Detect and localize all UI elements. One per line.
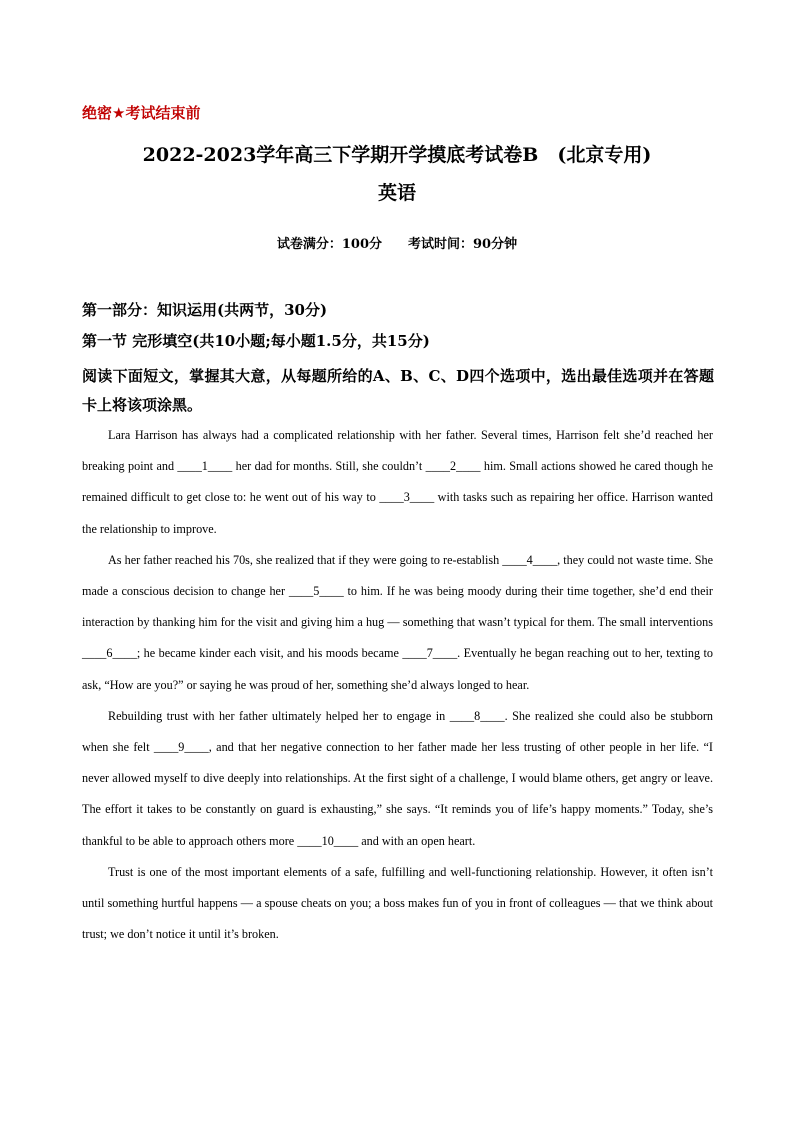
instruction: 阅读下面短文，掌握其大意，从每题所给的A、B、C、D四个选项中，选出最佳选项并在答题卡上将该项涂黑。: [82, 367, 714, 414]
passage-paragraph-3: Rebuilding trust with her father ultimately helped her to engage in ____8____. She realized she could also be stubborn when she felt ____9____, and that her negative connection to her father made her less trusting of other people in her life. “I never allowed myself to dive deeply into relationships. At the first sight of a challenge, I would blame others, get angry or leave. The effort it takes to be constantly on guard is exhausting,” she says. “It reminds you of life’s happy moments.” Today, she’s thankful to be able to approach others more ____10____ and with an open heart.: [82, 708, 713, 848]
part-title: 第一部分：知识运用(共两节，30分): [82, 301, 328, 319]
exam-info: 试卷满分：100分 考试时间：90分钟: [276, 237, 518, 252]
subsection-title: 第一节 完形填空(共10小题;每小题1.5分，共15分): [82, 332, 430, 350]
subject-title: 英语: [377, 182, 416, 204]
exam-title: 2022-2023学年高三下学期开学摸底考试卷B (北京专用): [142, 144, 652, 166]
passage-paragraph-2: As her father reached his 70s, she realized that if they were going to re-establish ____4____, they could not waste time. She made a conscious decision to change her ____5____ to him. If he was being moody during their time together, she’d end their interaction by thanking him for the visit and giving him a hug — something that wasn’t typical for them. The small interventions ____6____; he became kinder each visit, and his moods became ____7____. Eventually he began reaching out to her, texting to ask, “How are you?” or saying he was proud of her, something she’d always longed to hear.: [82, 552, 713, 692]
passage-paragraph-1: Lara Harrison has always had a complicated relationship with her father. Several times, Harrison felt she’d reached her breaking point and ____1____ her dad for months. Still, she couldn’t ____2____ him. Small actions showed he cared though he remained difficult to get close to: he went out of his way to ____3____ with tasks such as repairing her office. Harrison wanted the relationship to improve.: [82, 428, 713, 536]
passage-paragraph-4: Trust is one of the most important elements of a safe, fulfilling and well-functioning relationship. However, it often isn’t until something hurtful happens — a spouse cheats on you; a boss makes fun of you in front of colleagues — that we think about trust; we don’t notice it until it’s broken.: [82, 864, 713, 942]
confidential-label: 绝密★考试结束前: [82, 104, 201, 122]
cloze-passage: [82, 420, 713, 950]
